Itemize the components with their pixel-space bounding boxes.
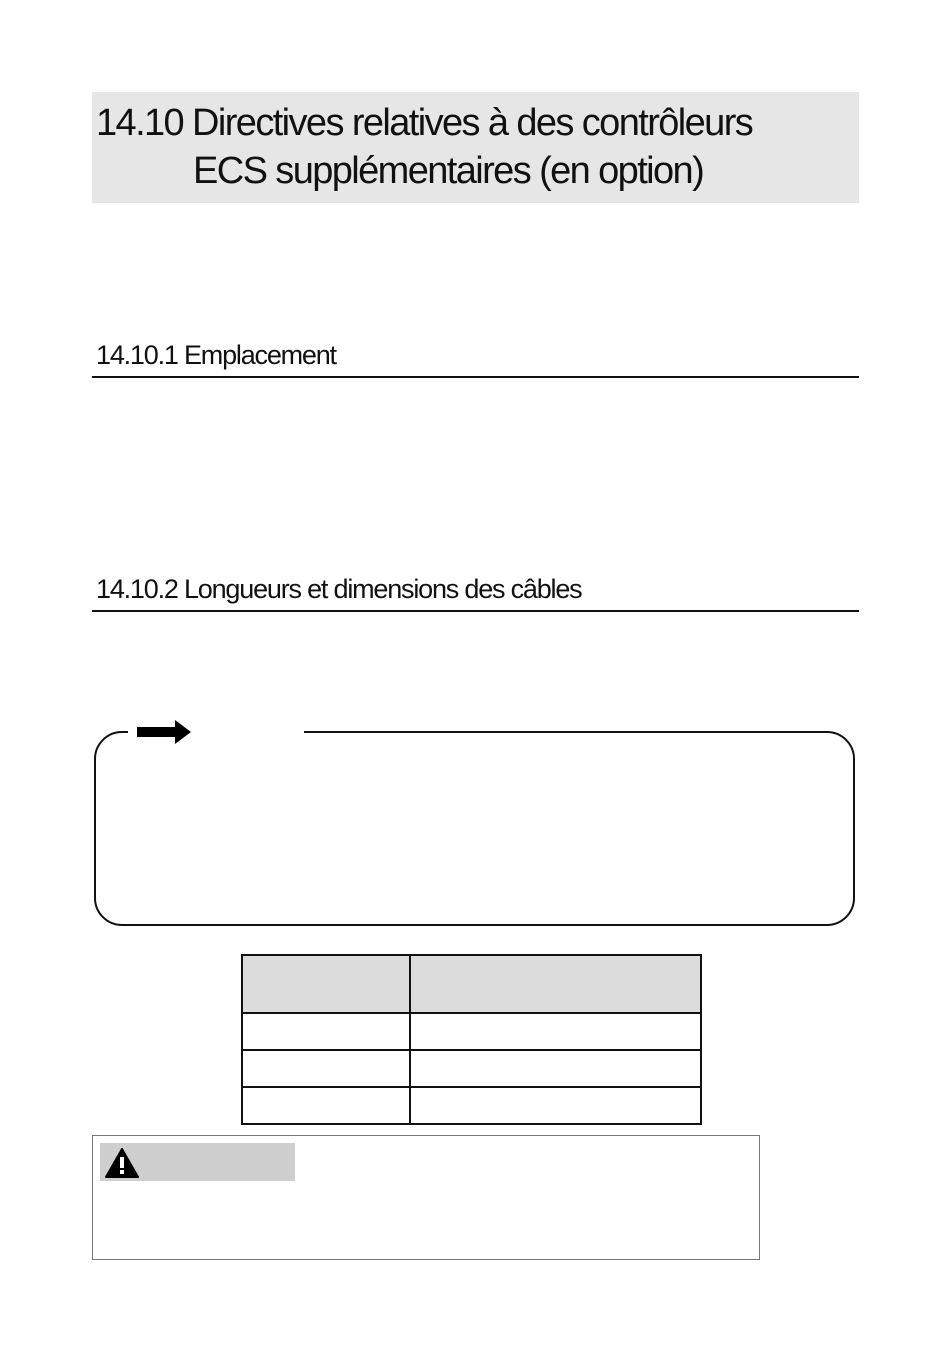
warning-box	[92, 1135, 760, 1260]
table-cell	[242, 1087, 410, 1124]
table-cell	[410, 1050, 701, 1087]
table-header-row	[242, 955, 701, 1013]
section-title-line1: 14.10 Directives relatives à des contrôleurs	[96, 102, 753, 144]
table-cell	[242, 1050, 410, 1087]
table-cell	[410, 1087, 701, 1124]
warning-triangle-icon	[104, 1147, 140, 1179]
table-header-cell	[242, 955, 410, 1013]
subsection-heading-cables: 14.10.2 Longueurs et dimensions des câbles	[92, 574, 859, 612]
subsection-heading-emplacement: 14.10.1 Emplacement	[92, 340, 859, 378]
table-row	[242, 1013, 701, 1050]
table-cell	[410, 1013, 701, 1050]
section-title-line2: ECS supplémentaires (en option)	[193, 150, 704, 192]
section-title-box	[92, 92, 859, 203]
table-row	[242, 1050, 701, 1087]
table-cell	[242, 1013, 410, 1050]
note-box	[94, 731, 855, 926]
table-row	[242, 1087, 701, 1124]
arrow-right-icon	[135, 718, 193, 746]
warning-label-bar	[100, 1143, 295, 1181]
cable-table	[241, 954, 702, 1125]
table-header-cell	[410, 955, 701, 1013]
